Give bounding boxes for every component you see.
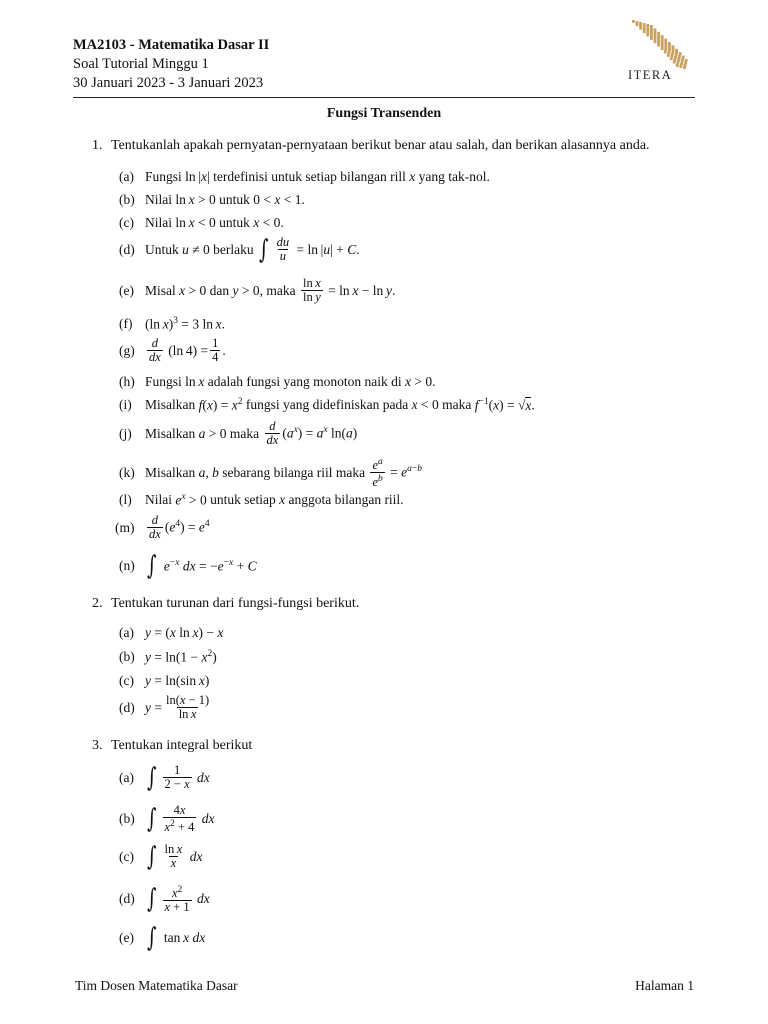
list-item: (b) ∫ $\frac{4x}{x^2 + 4}$ dx — [119, 803, 215, 835]
list-item: (b) Nilai ln x > 0 untuk 0 < x < 1. — [119, 192, 305, 207]
list-item: (c) ∫ $\frac{\text{ln x}}{x}$ dx — [119, 841, 203, 872]
date-range: 30 Januari 2023 - 3 Januari 2023 — [73, 75, 264, 91]
list-item: (c) y = ln(sin x) — [119, 673, 210, 688]
list-item: (a) y = (x ln x) − x — [119, 625, 224, 640]
list-item: (n) ∫ $e^{-x}$ dx = $-e^{-x} + C$ — [119, 551, 257, 581]
list-item: (d) Untuk u ≠ 0 berlaku ∫ $\frac{du}{u}$ = ln |u| + C. — [119, 234, 360, 265]
question-number: 2. — [92, 596, 103, 611]
header-rule — [73, 97, 695, 98]
list-item: (a) Fungsi ln |x| terdefinisi untuk setiap bilangan rill x yang tak-nol. — [119, 169, 490, 184]
page-title: Fungsi Transenden — [326, 106, 442, 121]
integral-icon: ∫ — [147, 804, 157, 835]
integral-icon: ∫ — [147, 841, 157, 872]
integral-icon: ∫ — [147, 884, 157, 915]
question-text: Tentukan integral berikut — [111, 738, 253, 753]
integral-icon: ∫ — [147, 762, 157, 793]
logo-text: ITERA — [628, 68, 673, 82]
list-item: (d) ∫ $\frac{x^2}{x + 1}$ dx — [119, 884, 210, 915]
question-number: 1. — [92, 138, 103, 153]
list-item: (j) Misalkan a > 0 maka $\frac{d}{dx}$ $(a^x) = a^x$ ln(a) — [119, 419, 358, 447]
list-item: (m) $\frac{d}{dx}$ $(e^4) = e^4$ — [115, 513, 210, 541]
list-item: (d) y = $\frac{\ln(x - 1)}{\text{ln x}}$ — [119, 693, 210, 721]
integral-icon: ∫ — [259, 234, 269, 265]
tutorial-subtitle: Soal Tutorial Minggu 1 — [73, 56, 209, 72]
list-item: (b) $y = \ln(1 - x^2)$ — [119, 649, 217, 665]
list-item: (i) Misalkan $f(x) = x^2$ fungsi yang didefiniskan pada x < 0 maka $f^{-1}(x) = √x$. — [119, 397, 535, 413]
list-item: (f) (ln x)$^3$ = 3 ln x. — [119, 316, 226, 332]
document-header — [73, 36, 695, 93]
list-item: (e) ∫ tan x dx — [119, 923, 206, 953]
footer-author: Tim Dosen Matematika Dasar — [75, 978, 238, 993]
course-title: MA2103 - Matematika Dasar II — [73, 37, 270, 53]
footer-page-number: Halaman 1 — [635, 978, 694, 993]
question-text: Tentukan turunan dari fungsi-fungsi berikut. — [111, 596, 360, 611]
question-number: 3. — [92, 738, 103, 753]
list-item: (g) $\frac{d}{dx}$ (ln 4) = $\frac{1}{4}$ . — [119, 336, 226, 364]
list-item: (k) Misalkan a, b sebarang bilanga riil maka $\frac{e^a}{e^b}$ = $e^{a-b}$ — [119, 457, 422, 490]
list-item: (l) Nilai $e^x > 0$ untuk setiap x anggota bilangan riil. — [119, 492, 404, 508]
list-item: (a) ∫ $\frac{1}{2 - x}$ dx — [119, 762, 210, 793]
list-item: (e) Misal x > 0 dan y > 0, maka $\frac{\text{ln x}}{\text{ln y}}$ = ln x − ln y. — [119, 276, 396, 304]
integral-icon: ∫ — [147, 551, 157, 581]
question-text: Tentukanlah apakah pernyatan-pernyataan berikut benar atau salah, dan berikan alasannya anda. — [111, 138, 650, 153]
integral-icon: ∫ — [147, 923, 157, 953]
list-item: (h) Fungsi ln x adalah fungsi yang monoton naik di x > 0. — [119, 374, 436, 389]
list-item: (c) Nilai ln x < 0 untuk x < 0. — [119, 215, 284, 230]
